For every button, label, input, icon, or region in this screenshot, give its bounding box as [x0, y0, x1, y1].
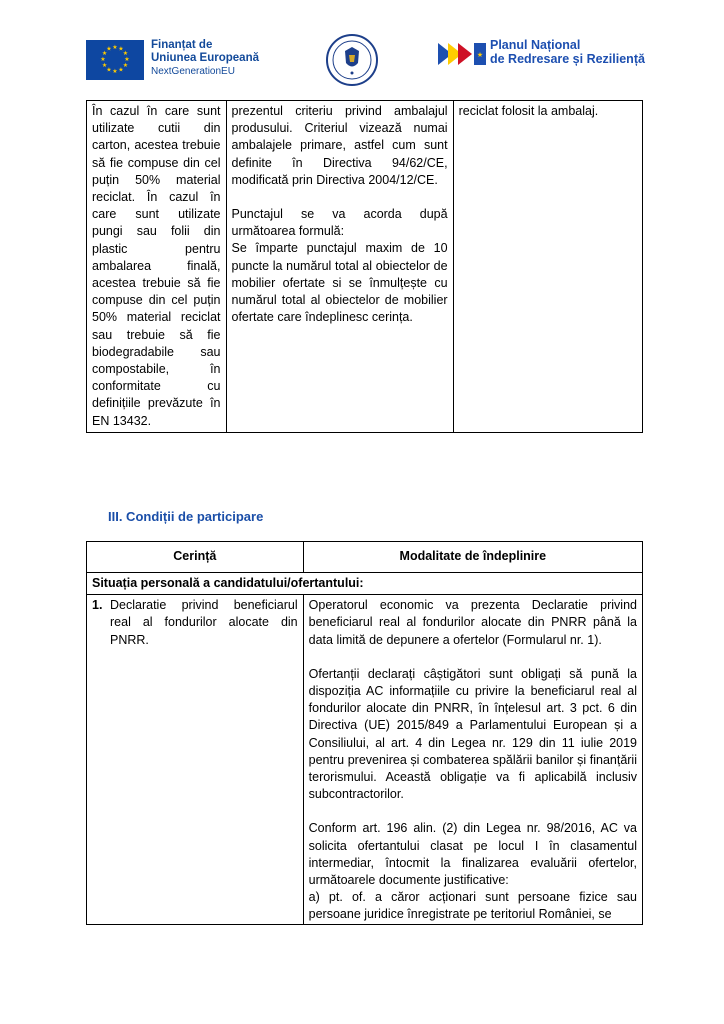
svg-text:★: ★	[101, 62, 108, 69]
fulfillment-paragraph-3: Conform art. 196 alin. (2) din Legea nr. 98/2016, AC va solicita ofertantului clasat pe locul I în clasamentul intermediar, întocmit la finalizarea evaluării ofertelor, următoarele documente justificative:	[308, 821, 637, 888]
eu-funding-label	[151, 39, 281, 78]
svg-text:★: ★	[106, 66, 112, 74]
pnrr-label	[490, 38, 670, 66]
criteria-cell-scoring	[226, 101, 453, 433]
participation-conditions-table	[86, 541, 643, 925]
table-subheader-row	[87, 573, 643, 595]
requirement-number: 1.	[92, 598, 103, 613]
scoring-paragraph-2: Punctajul se va acorda după următoarea formulă:	[231, 207, 448, 239]
fulfillment-cell	[303, 595, 642, 924]
svg-text:★: ★	[122, 62, 129, 69]
pnrr-line-2: de Redresare și Reziliență	[490, 52, 645, 66]
table-row	[87, 101, 643, 433]
eu-line-2: Uniunea Europeană	[151, 52, 259, 64]
eu-flag-icon	[86, 40, 144, 80]
table-header-row	[87, 542, 643, 573]
requirement-text: Declaratie privind beneficiarul real al fondurilor alocate din PNRR.	[110, 598, 298, 647]
scoring-paragraph-3: Se împarte punctajul maxim de 10 puncte la numărul total al obiectelor de mobilier ofertate si se înmulțește cu numărul total al obiectelor de mobilier ofertate care îndeplinesc cerința.	[231, 241, 448, 325]
romanian-government-seal-icon	[325, 33, 379, 87]
eu-line-1: Finanțat de	[151, 39, 213, 51]
proof-text: reciclat folosit la ambalaj.	[458, 104, 599, 118]
svg-text:★: ★	[101, 50, 108, 57]
page-header	[0, 30, 724, 90]
svg-text:★: ★	[122, 50, 129, 57]
fulfillment-paragraph-2: Ofertanții declarați câștigători sunt obligați să pună la dispoziția AC informațiile cu privire la beneficiarul real al fondurilor alocate din PNRR, în înțelesul art. 3 pct. 6 din Directiva (UE) 2015/849 a Parlamentului European și a Consiliului, al art. 4 din Legea nr. 129 din 11 iulie 2019 pentru prevenirea și combaterea spălării banilor și finanțării terorismului. Această obligație va fi aplicabilă inclusiv subcontractorilor.	[308, 666, 637, 802]
criteria-cell-proof	[453, 101, 642, 433]
pnrr-logo-icon	[438, 39, 486, 69]
svg-text:★: ★	[118, 45, 124, 53]
eu-line-3: NextGenerationEU	[151, 66, 235, 77]
criteria-cell-requirement	[87, 101, 227, 433]
svg-text:★: ★	[112, 68, 118, 75]
svg-text:★: ★	[106, 45, 112, 53]
svg-text:★: ★	[124, 56, 130, 63]
svg-text:★: ★	[476, 51, 484, 59]
svg-text:★: ★	[118, 66, 124, 74]
table-row	[87, 595, 643, 924]
pnrr-line-1: Planul Național	[490, 38, 581, 52]
scoring-paragraph-1: prezentul criteriu privind ambalajul produsului. Criteriul vizează numai ambalajele primare, astfel cum sunt definite în Directiva 94/62/CE, modificată prin Directiva 2004/12/CE.	[231, 104, 448, 187]
fulfillment-paragraph-4: a) pt. of. a căror acționari sunt persoane fizice sau persoane juridice înregistrate pe teritoriul României, se	[308, 890, 637, 922]
svg-text:★: ★	[112, 44, 118, 51]
section-title: III. Condiții de participare	[108, 509, 264, 524]
fulfillment-paragraph-1: Operatorul economic va prezenta Declaratie privind beneficiarul real al fondurilor alocate din PNRR până la data limită de depunere a ofertelor (Formularul nr. 1).	[308, 598, 637, 647]
requirement-cell	[87, 595, 304, 924]
column-header-fulfillment: Modalitate de îndeplinire	[303, 542, 642, 573]
column-header-requirement: Cerință	[87, 542, 304, 573]
criteria-table	[86, 100, 643, 433]
requirement-text: În cazul în care sunt utilizate cutii din carton, acestea trebuie să fie compuse din cel puțin 50% material reciclat. În cazul în care sunt utilizate pungi sau folii din plastic pentru ambalarea finală, acestea trebuie să fie compuse din cel puțin 50% material reciclat sau trebuie să fie biodegradabile sau compostabile, în conformitate cu definițiile prevăzute în EN 13432.	[92, 104, 221, 428]
svg-text:★: ★	[100, 56, 106, 63]
subheader-personal-situation: Situația personală a candidatului/ofertantului:	[87, 573, 643, 595]
